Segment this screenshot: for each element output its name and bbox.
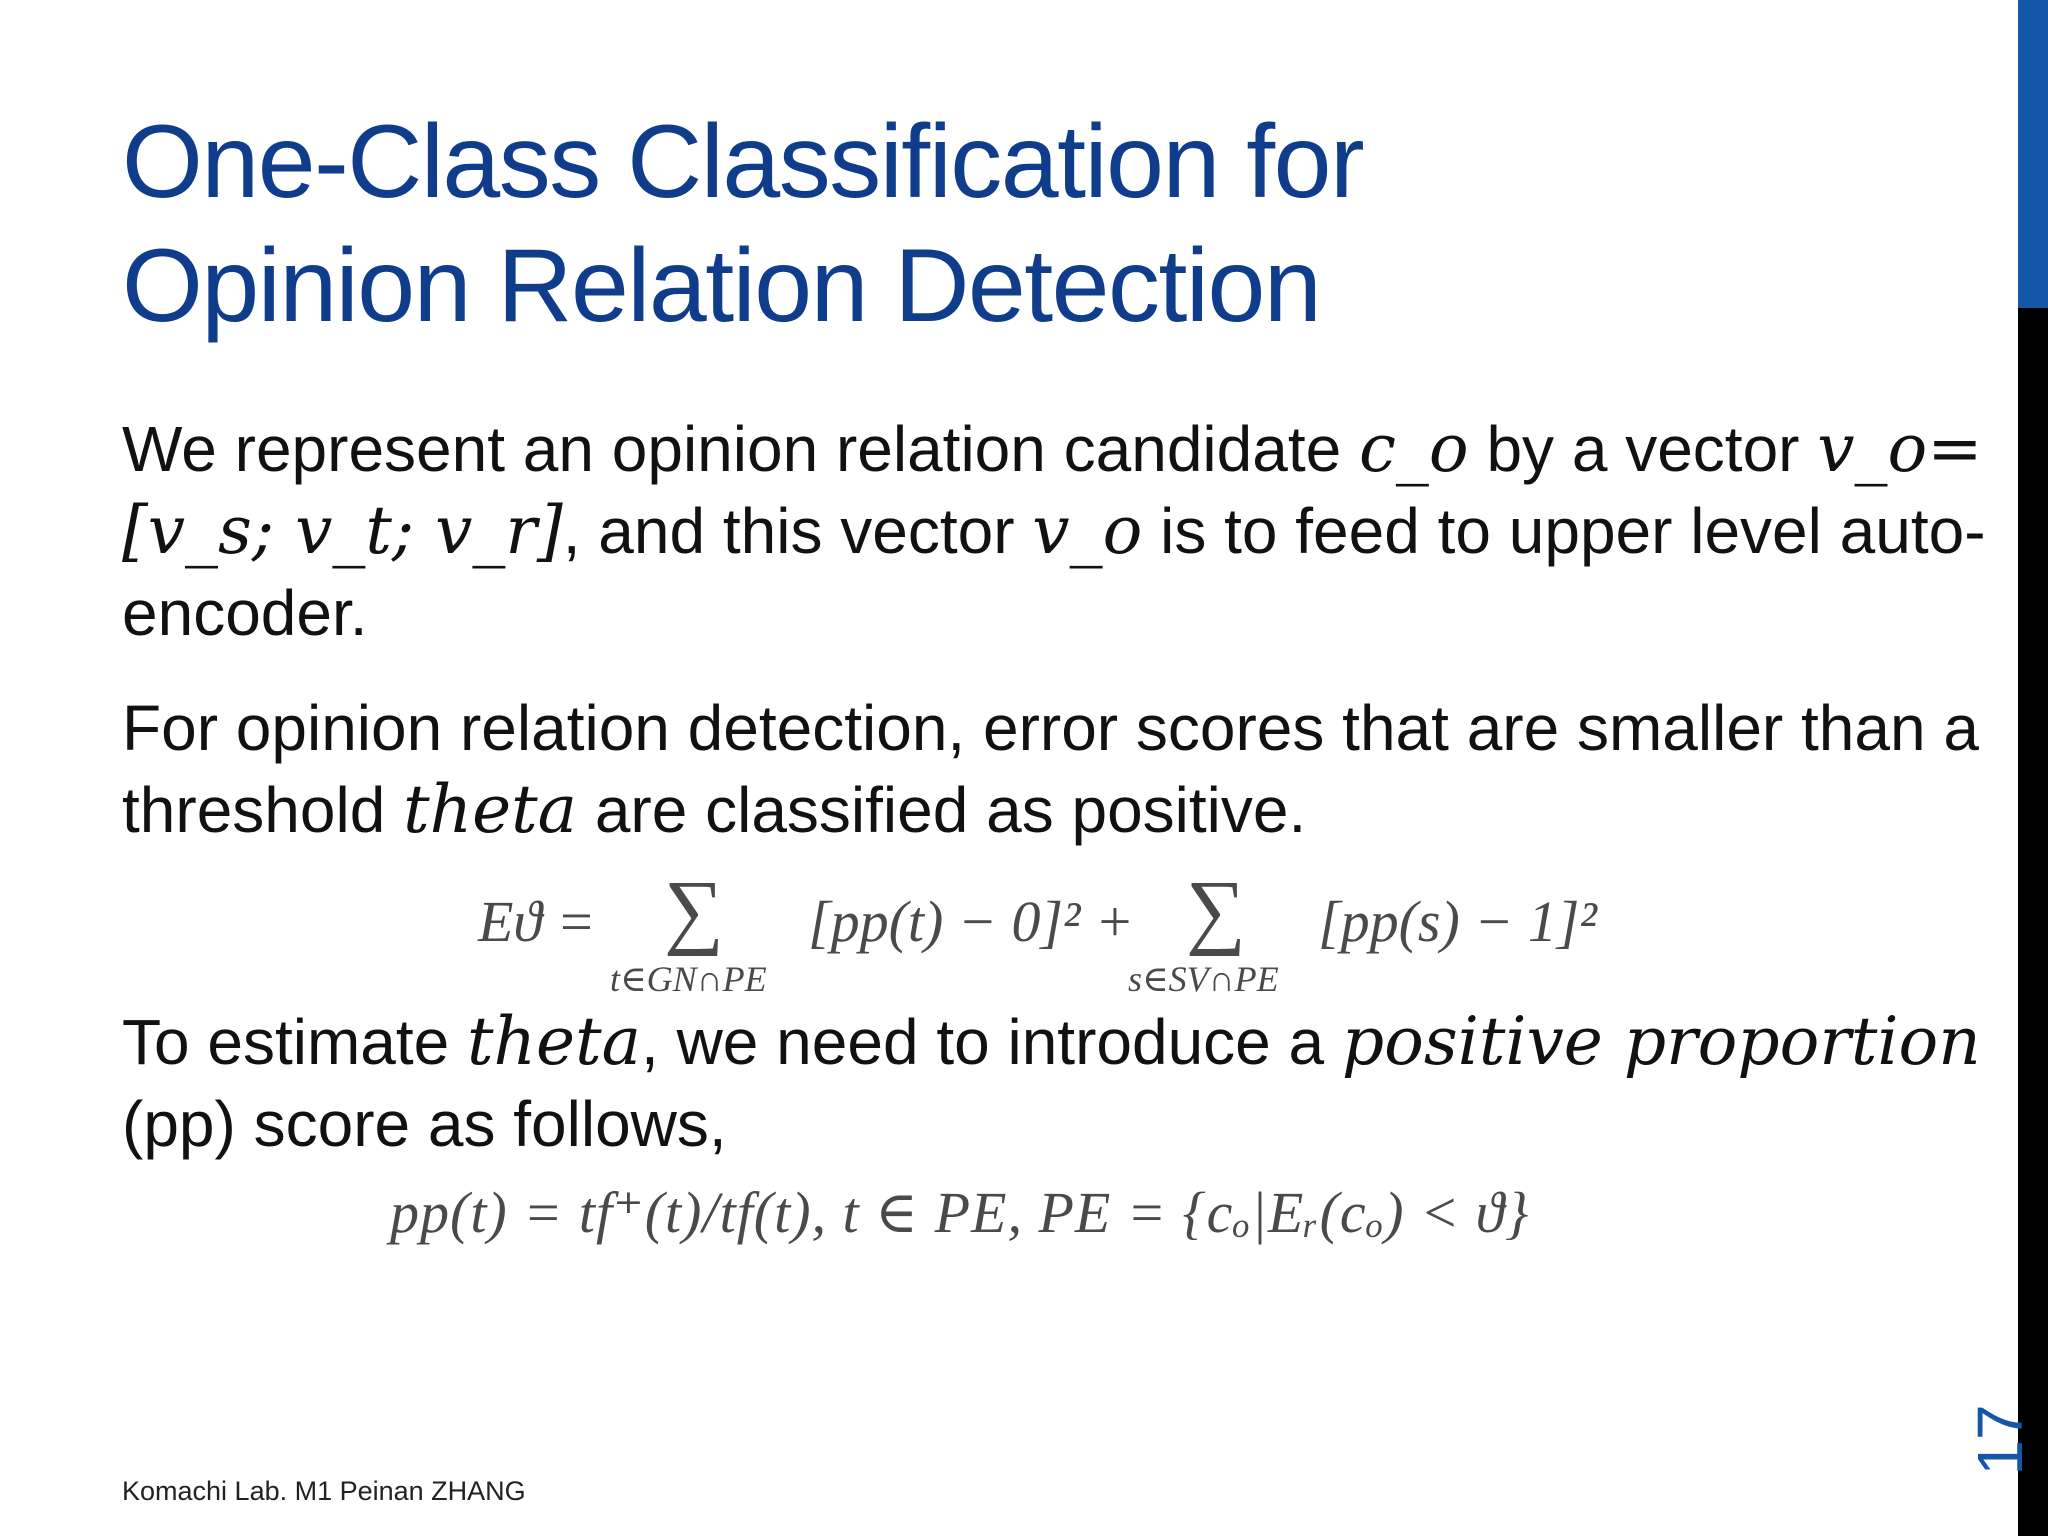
title-line-1: One-Class Classification for bbox=[122, 104, 1364, 220]
math-theta: theta bbox=[467, 1003, 641, 1080]
equation-term: [pp(s) − 1]² bbox=[1318, 889, 1597, 954]
paragraph-text: To estimate bbox=[122, 1006, 468, 1078]
math-theta: theta bbox=[403, 771, 578, 848]
page-number: 17 bbox=[1964, 1404, 2036, 1476]
paragraph-text: is to feed to upper level auto-encoder. bbox=[122, 495, 1986, 649]
summation-subscript: s∈SV∩PE bbox=[1128, 959, 1279, 999]
sidebar-dark-bar bbox=[2018, 308, 2048, 1536]
sidebar-accent-bar bbox=[2018, 0, 2048, 308]
summation-symbol: ∑ bbox=[664, 864, 724, 957]
pp-score-equation: pp(t) = tf⁺(t)/tf(t), t ∈ PE, PE = {cₒ|Eᵣ(cₒ) < ϑ} bbox=[390, 1180, 1530, 1245]
paragraph-text: For opinion relation detection, error scores that are smaller than a threshold bbox=[122, 692, 1979, 846]
math-c-o: c_o bbox=[1358, 410, 1469, 487]
paragraph-text: , we need to introduce a bbox=[641, 1006, 1342, 1078]
equation-lhs: Eϑ = bbox=[478, 889, 596, 954]
error-score-equation bbox=[478, 864, 1618, 1010]
paragraph-text: , and this vector bbox=[562, 495, 1033, 567]
paragraph-text: (pp) score as follows, bbox=[122, 1088, 727, 1160]
summation-symbol: ∑ bbox=[1186, 864, 1246, 957]
paragraph-text: We represent an opinion relation candidate bbox=[122, 413, 1359, 485]
equation-term: [pp(t) − 0]² + bbox=[808, 889, 1135, 954]
math-positive-proportion: positive proportion bbox=[1341, 1003, 1981, 1080]
math-v-o: v_o bbox=[1032, 492, 1143, 569]
paragraph-threshold bbox=[122, 687, 1992, 851]
summation-subscript: t∈GN∩PE bbox=[610, 959, 767, 999]
title-line-2: Opinion Relation Detection bbox=[122, 228, 1321, 344]
paragraph-representation bbox=[122, 408, 1992, 654]
paragraph-text: are classified as positive. bbox=[577, 774, 1307, 846]
paragraph-text: by a vector bbox=[1468, 413, 1818, 485]
footer-author: Komachi Lab. M1 Peinan ZHANG bbox=[122, 1476, 526, 1506]
paragraph-estimate bbox=[122, 1001, 1992, 1165]
slide-title bbox=[122, 100, 1922, 348]
math-vector-definition: v_o=[v_s; v_t; v_r] bbox=[122, 410, 1983, 569]
